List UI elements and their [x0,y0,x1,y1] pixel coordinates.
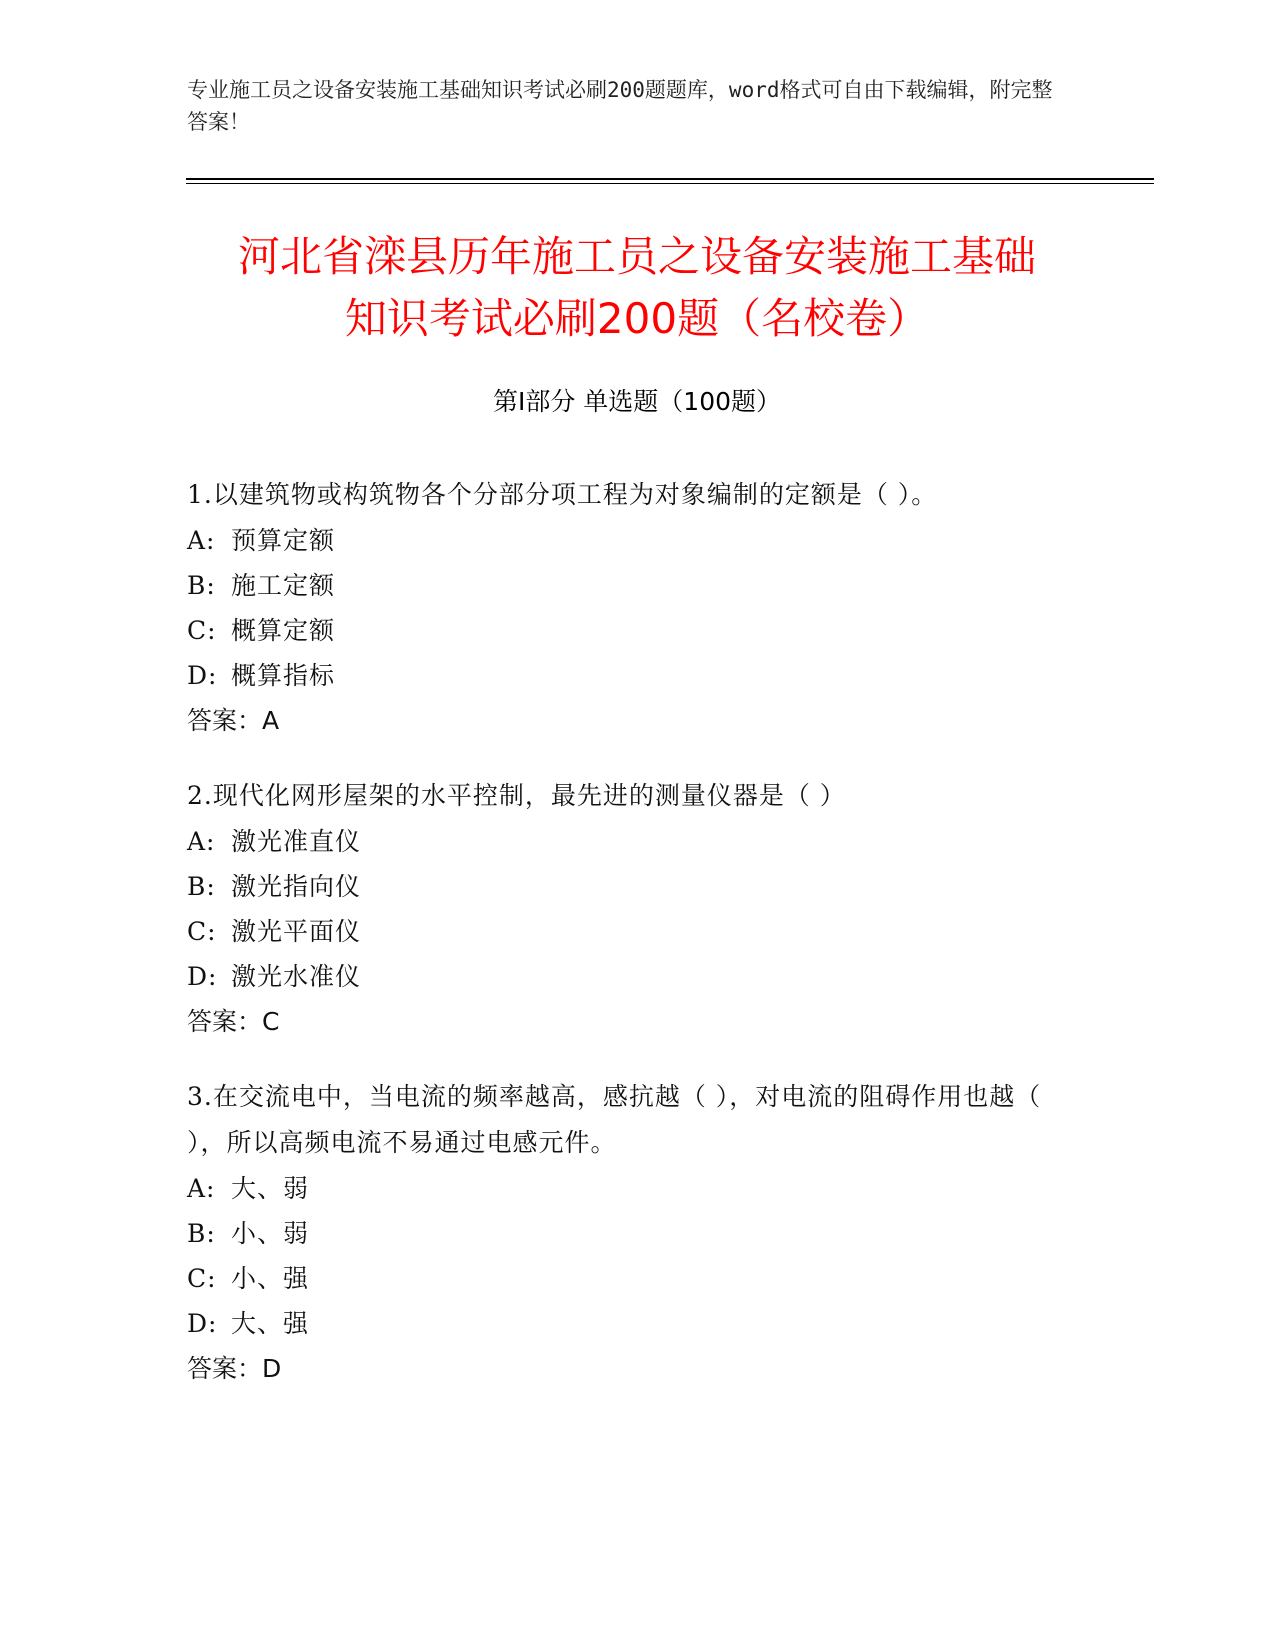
option-text: 施工定额 [231,571,336,600]
option-text: 概算定额 [231,616,336,645]
option-c [187,909,1087,954]
option-key: A: [187,526,216,555]
option-key: C: [187,1264,217,1293]
option-a [187,518,1087,563]
header-note: 专业施工员之设备安装施工基础知识考试必刷200题题库，word格式可自由下载编辑，附完整答案！ [187,78,1053,134]
option-key: B: [187,872,216,901]
answer: 答案：C [187,1007,280,1036]
option-text: 激光水准仪 [231,962,362,991]
answer: 答案：D [187,1354,282,1383]
option-key: C: [187,616,217,645]
question-list [187,472,1087,1421]
option-b [187,563,1087,608]
section-heading: 第Ⅰ部分 单选题（100题） [492,387,782,416]
option-key: B: [187,571,216,600]
option-b [187,1211,1087,1256]
document-title-line-2: 知识考试必刷200题（名校卷） [344,294,930,343]
option-b [187,864,1087,909]
question-2 [187,773,1087,1044]
option-a [187,819,1087,864]
option-a [187,1166,1087,1211]
option-text: 激光平面仪 [231,917,362,946]
document-title [187,226,1087,350]
option-text: 大、弱 [231,1174,310,1203]
option-key: D: [187,661,218,690]
option-d [187,1301,1087,1346]
question-1 [187,472,1087,743]
option-text: 小、弱 [231,1219,310,1248]
option-c [187,1256,1087,1301]
option-text: 大、强 [231,1309,310,1338]
option-d [187,954,1087,999]
header-divider-thick [186,178,1154,180]
header-divider-thin [186,183,1154,184]
option-text: 概算指标 [231,661,336,690]
option-d [187,653,1087,698]
question-3 [187,1074,1087,1391]
document-title-line-1: 河北省滦县历年施工员之设备安装施工基础 [237,232,1036,281]
option-key: C: [187,917,217,946]
question-stem: 2.现代化网形屋架的水平控制，最先进的测量仪器是（ ） [187,781,846,810]
option-text: 激光指向仪 [231,872,362,901]
option-c [187,608,1087,653]
option-key: D: [187,1309,218,1338]
question-stem: 1.以建筑物或构筑物各个分部分项工程为对象编制的定额是（ ）。 [187,480,938,509]
option-key: A: [187,1174,216,1203]
question-stem: 3.在交流电中，当电流的频率越高，感抗越（ ），对电流的阻碍作用也越（ ），所以高频电流不易通过电感元件。 [187,1082,1042,1157]
option-key: A: [187,827,216,856]
option-text: 小、强 [231,1264,310,1293]
option-text: 激光准直仪 [231,827,362,856]
option-key: B: [187,1219,216,1248]
answer: 答案：A [187,706,280,735]
option-text: 预算定额 [231,526,336,555]
option-key: D: [187,962,218,991]
